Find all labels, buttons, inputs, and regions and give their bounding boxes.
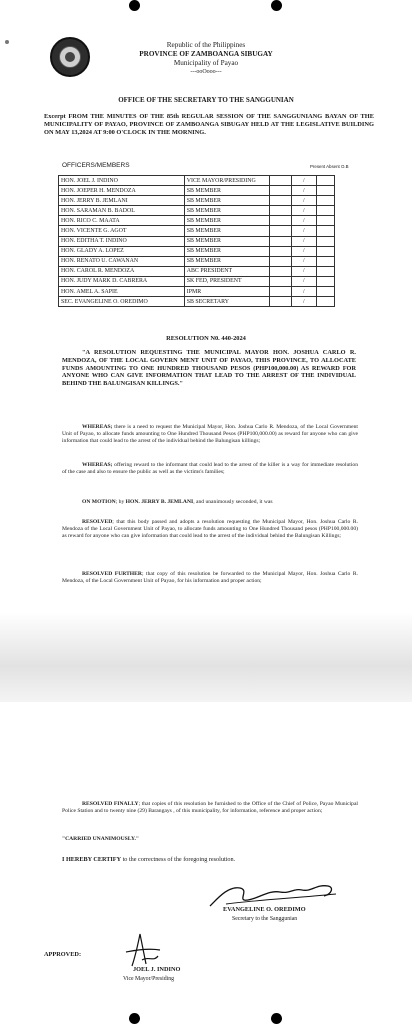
resolution-number: RESOLUTION N0. 440-2024 (166, 335, 246, 342)
attendance-mark: / (291, 206, 317, 216)
table-row (59, 266, 335, 276)
secretary-role: Secretary to the Sanggunian (232, 916, 298, 922)
attendance-mark: / (291, 276, 317, 286)
attendance-mark: / (291, 256, 317, 266)
officer-position: SK FED, PRESIDENT (184, 276, 270, 286)
officer-name: HON. RENATO U. CAWANAN (59, 256, 185, 266)
officer-name: HON. GLADY A. LOPEZ (59, 246, 185, 256)
carried-unanimously: "CARRIED UNANIMOUSLY." (62, 836, 139, 842)
approved-label: APPROVED: (44, 951, 82, 958)
municipality-line: Municipality of Payao (173, 59, 239, 67)
table-row (59, 276, 335, 286)
officer-position: SB MEMBER (184, 196, 270, 206)
table-row (59, 236, 335, 246)
minutes-excerpt: Excerpt FROM THE MINUTES OF THE 85th REGULAR SESSION OF THE SANGGUNIANG BAYAN OF THE MUNICIPALITY OF PAYAO, PROVINCE OF ZAMBOANGA SIBUGAY HELD AT THE LEGISLATIVE BUILDING ON MAY 13,2024 AT 9:00 O'CLOCK IN THE MORNING. (44, 113, 374, 136)
republic-line: Republic of the Philippines (166, 41, 246, 49)
table-row (59, 246, 335, 256)
table-row (59, 216, 335, 226)
table-row (59, 226, 335, 236)
officer-name: HON. CAROL R. MENDOZA (59, 266, 185, 276)
table-row (59, 256, 335, 266)
officer-position: IPMR (184, 287, 270, 297)
attendance-mark: / (291, 297, 317, 307)
officer-position: SB MEMBER (184, 226, 270, 236)
resolved-further-paragraph: RESOLVED FURTHER; that copy of this resolution be forwarded to the Municipal Mayor, Hon. Joshua Carlo R. Mendoza, of the Local Government Unit of Payao, for his information and proper action; (62, 571, 359, 585)
attendance-mark: / (291, 196, 317, 206)
officer-position: ABC PRESIDENT (184, 266, 270, 276)
secretary-name: EVANGELINE O. OREDIMO (223, 906, 306, 913)
officer-name: HON. SARAMAN B. BADOL (59, 206, 185, 216)
vice-mayor-name: JOEL J. INDINO (133, 966, 181, 973)
attendance-mark: / (291, 287, 317, 297)
officer-position: SB MEMBER (184, 236, 270, 246)
table-row (59, 206, 335, 216)
officer-name: HON. JOEL J. INDINO (59, 176, 185, 186)
attendance-mark: / (291, 216, 317, 226)
whereas-paragraph-2: WHEREAS; offering reward to the informant that could lead to the arrest of the killer is a way for immediate resolution of the case and also to ensure the public as well as the victims's families; (62, 462, 358, 476)
table-row (59, 196, 335, 206)
whereas-paragraph-1: WHEREAS; there is a need to request the Municipal Mayor, Hon. Joshua Carlo R. Mendoza, of the Local Government Unit of Payao, to allocate funds amounting to One Hundred Thousand Pesos (PHP100,000.00) as reward for anyone who can give information that could lead to the arrest of the individual behind the Balungisan killings; (62, 424, 358, 445)
officer-name: HON. JUDY MARK D. CABRERA (59, 276, 185, 286)
officer-position: SB MEMBER (184, 206, 270, 216)
attendance-mark: / (291, 246, 317, 256)
officer-position: SB MEMBER (184, 256, 270, 266)
table-row (59, 297, 335, 307)
motion-paragraph: ON MOTION; by HON. JERRY B. JEMLANI, and unanimously seconded, it was (82, 499, 273, 505)
resolution-title: "A RESOLUTION REQUESTING THE MUNICIPAL MAYOR HON. JOSHUA CARLO R. MENDOZA, OF THE LOCAL GOVERN MENT UNIT OF PAYAO, THIS PROVINCE, TO ALLOCATE FUNDS AMOUNTING TO ONE HUNDRED THOUSAND PESOS (PHP100,000.00) AS REWARD FOR ANYONE WHO CAN GIVE INFORMATION THAT LEAD TO THE ARREST OF THE INDIVIDUAL BEHIND THE BALUNGISAN KILLINGS." (62, 349, 356, 388)
officer-name: HON. RICO C. MAATA (59, 216, 185, 226)
table-row (59, 186, 335, 196)
officer-name: HON. JOEPER H. MENDOZA (59, 186, 185, 196)
attendance-mark: / (291, 186, 317, 196)
attendance-header: Present Absent O.B (310, 164, 349, 169)
attendance-mark: / (291, 266, 317, 276)
province-line: PROVINCE OF ZAMBOANGA SIBUGAY (139, 50, 273, 58)
officer-name: HON. EDITHA T. INDINO (59, 236, 185, 246)
officer-position: SB MEMBER (184, 186, 270, 196)
vice-mayor-signature (112, 930, 172, 970)
officers-table (58, 175, 335, 307)
resolved-finally-paragraph: RESOLVED FINALLY; that copies of this resolution be furnished to the Office of the Chief of Police, Payao Municipal Police Station and to twenty nine (29) Barangays , of this municipality, for information, reference and proper action; (62, 801, 358, 815)
officer-name: HON. AMEL A. SAPIE (59, 287, 185, 297)
table-row (59, 287, 335, 297)
officer-name: HON. JERRY B. JEMLANI (59, 196, 185, 206)
header-ornament: ---ooOooo--- (190, 69, 222, 75)
officer-position: VICE MAYOR/PRESIDING (184, 176, 270, 186)
office-title: OFFICE OF THE SECRETARY TO THE SANGGUNIAN (118, 96, 294, 104)
punch-hole-bottom-left (129, 1013, 140, 1024)
officer-position: SB MEMBER (184, 246, 270, 256)
resolved-paragraph: RESOLVED; that this body passed and adopts a resolution requesting the Municipal Mayor, Hon. Joshua Carlo R. Mendoza of the Local Government Unit of Payao, to allocate funds amounting to One Hundred Thousand pesos (PHP100,000.00) as reward for anyone who can give information that could lead to the arrest of the individual behind the Balungisan Killings; (62, 519, 358, 540)
officer-name: SEC. EVANGELINE O. OREDIMO (59, 297, 185, 307)
attendance-mark: / (291, 176, 317, 186)
officer-name: HON. VICENTE G. AGOT (59, 226, 185, 236)
table-row (59, 176, 335, 186)
punch-hole-top-left (129, 0, 140, 11)
attendance-mark: / (291, 236, 317, 246)
officer-position: SB MEMBER (184, 216, 270, 226)
punch-hole-bottom-right (271, 1013, 282, 1024)
page-fold-band (0, 612, 412, 702)
punch-hole-top-right (271, 0, 282, 11)
officers-members-label: OFFICERS/MEMBERS (62, 162, 130, 169)
vice-mayor-role: Vice Mayor/Presiding (123, 976, 175, 982)
certification-line: I HEREBY CERTIFY to the correctness of the foregoing resolution. (62, 856, 236, 863)
officer-position: SB SECRETARY (184, 297, 270, 307)
attendance-mark: / (291, 226, 317, 236)
